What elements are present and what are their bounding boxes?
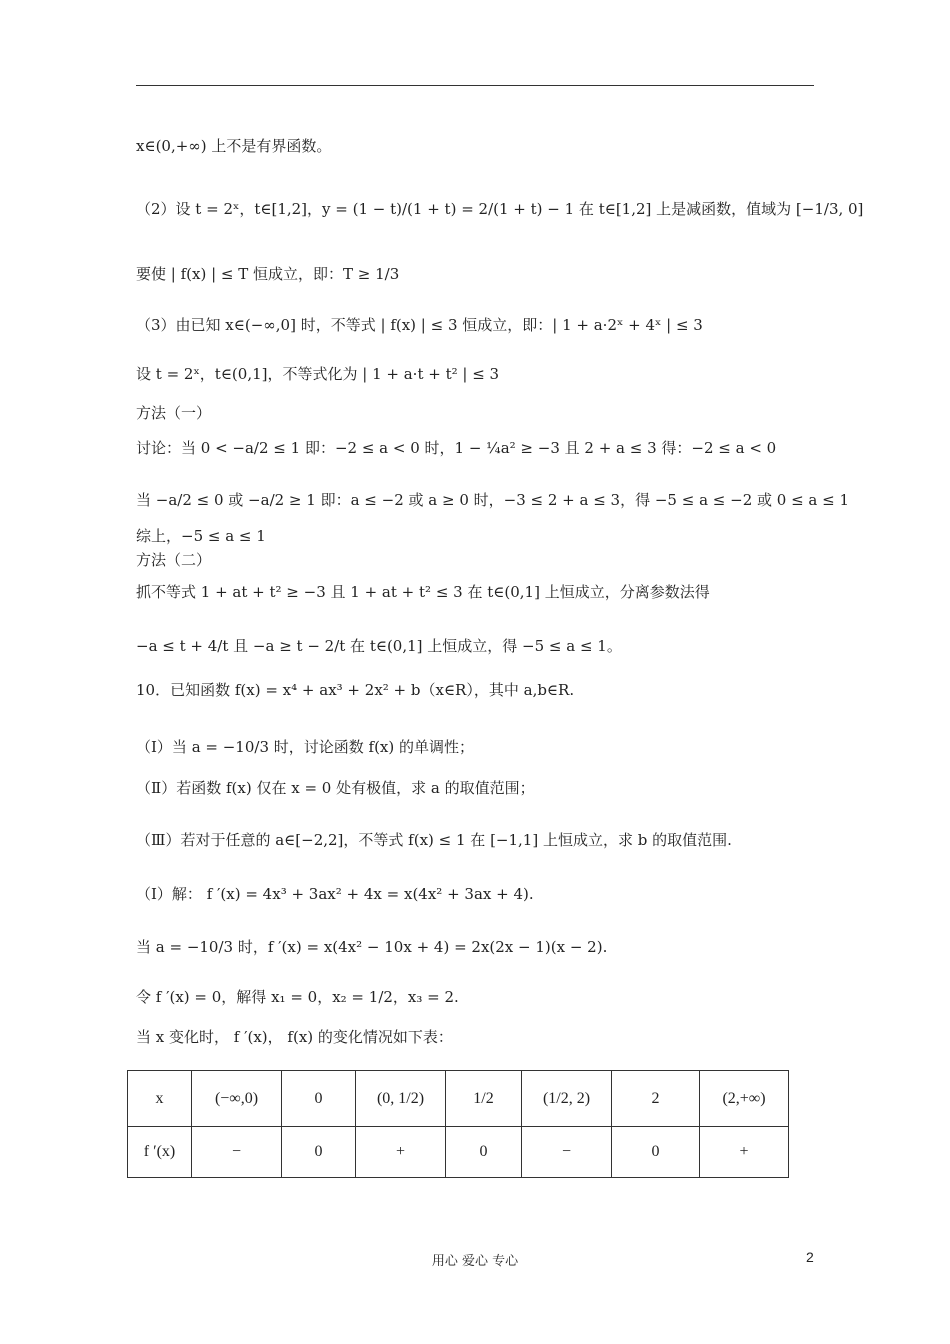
text-line: 方法（一） — [136, 404, 212, 422]
table-cell: (0, 1/2) — [356, 1071, 446, 1127]
table-cell: 1/2 — [446, 1071, 522, 1127]
text-line: 10．已知函数 f(x) = x⁴ + ax³ + 2x² + b（x∈R），其中 a,b∈R. — [136, 681, 575, 699]
table-cell: − — [522, 1127, 612, 1178]
text-line: 令 f ′(x) = 0，解得 x₁ = 0，x₂ = 1/2，x₃ = 2. — [136, 988, 459, 1006]
table-cell: 2 — [612, 1071, 700, 1127]
table-row — [128, 1127, 789, 1178]
table-cell: − — [192, 1127, 282, 1178]
table-cell: x — [128, 1071, 192, 1127]
text-line: 方法（二） — [136, 551, 212, 569]
table-cell: (2,+∞) — [700, 1071, 789, 1127]
page-footer: 用心 爱心 专心 — [431, 1254, 519, 1269]
table-cell: + — [356, 1127, 446, 1178]
table-cell: 0 — [282, 1127, 356, 1178]
table-cell: f ′(x) — [128, 1127, 192, 1178]
table-cell: 0 — [282, 1071, 356, 1127]
header-rule — [136, 85, 814, 86]
variation-table — [127, 1070, 789, 1178]
table-cell: (−∞,0) — [192, 1071, 282, 1127]
table-row — [128, 1071, 789, 1127]
text-line: （Ⅰ）当 a = −10/3 时，讨论函数 f(x) 的单调性； — [136, 738, 475, 756]
text-line: 当 a = −10/3 时，f ′(x) = x(4x² − 10x + 4) = 2x(2x − 1)(x − 2). — [136, 938, 608, 956]
table-cell: 0 — [446, 1127, 522, 1178]
text-line: 当 −a/2 ≤ 0 或 −a/2 ≥ 1 即：a ≤ −2 或 a ≥ 0 时，−3 ≤ 2 + a ≤ 3，得 −5 ≤ a ≤ −2 或 0 ≤ a ≤ 1 — [136, 491, 850, 509]
table-cell: 0 — [612, 1127, 700, 1178]
text-line: 抓不等式 1 + at + t² ≥ −3 且 1 + at + t² ≤ 3 在 t∈(0,1] 上恒成立，分离参数法得 — [136, 583, 710, 601]
text-line: （3）由已知 x∈(−∞,0] 时，不等式 | f(x) | ≤ 3 恒成立，即：| 1 + a·2ˣ + 4ˣ | ≤ 3 — [136, 316, 703, 334]
text-line: 当 x 变化时， f ′(x)， f(x) 的变化情况如下表： — [136, 1028, 453, 1046]
text-line: −a ≤ t + 4/t 且 −a ≥ t − 2/t 在 t∈(0,1] 上恒成立，得 −5 ≤ a ≤ 1。 — [136, 637, 622, 655]
text-line: （Ⅰ）解： f ′(x) = 4x³ + 3ax² + 4x = x(4x² + 3ax + 4). — [136, 885, 534, 903]
text-line: （Ⅱ）若函数 f(x) 仅在 x = 0 处有极值，求 a 的取值范围； — [136, 779, 535, 797]
text-line: （Ⅲ）若对于任意的 a∈[−2,2]，不等式 f(x) ≤ 1 在 [−1,1] 上恒成立，求 b 的取值范围. — [136, 831, 732, 849]
text-line: 讨论：当 0 < −a/2 ≤ 1 即：−2 ≤ a < 0 时，1 − ¼a² ≥ −3 且 2 + a ≤ 3 得：−2 ≤ a < 0 — [136, 439, 777, 457]
text-line: （2）设 t = 2ˣ，t∈[1,2]，y = (1 − t)/(1 + t) = 2/(1 + t) − 1 在 t∈[1,2] 上是减函数，值域为 [−1/3, 0] — [136, 200, 864, 218]
table-cell: + — [700, 1127, 789, 1178]
text-line: 要使 | f(x) | ≤ T 恒成立，即：T ≥ 1/3 — [136, 265, 400, 283]
text-line: x∈(0,+∞) 上不是有界函数。 — [136, 137, 332, 155]
text-line: 综上，−5 ≤ a ≤ 1 — [136, 527, 266, 545]
page-number: 2 — [806, 1249, 814, 1265]
text-line: 设 t = 2ˣ，t∈(0,1]，不等式化为 | 1 + a·t + t² | ≤ 3 — [136, 365, 500, 383]
table-cell: (1/2, 2) — [522, 1071, 612, 1127]
